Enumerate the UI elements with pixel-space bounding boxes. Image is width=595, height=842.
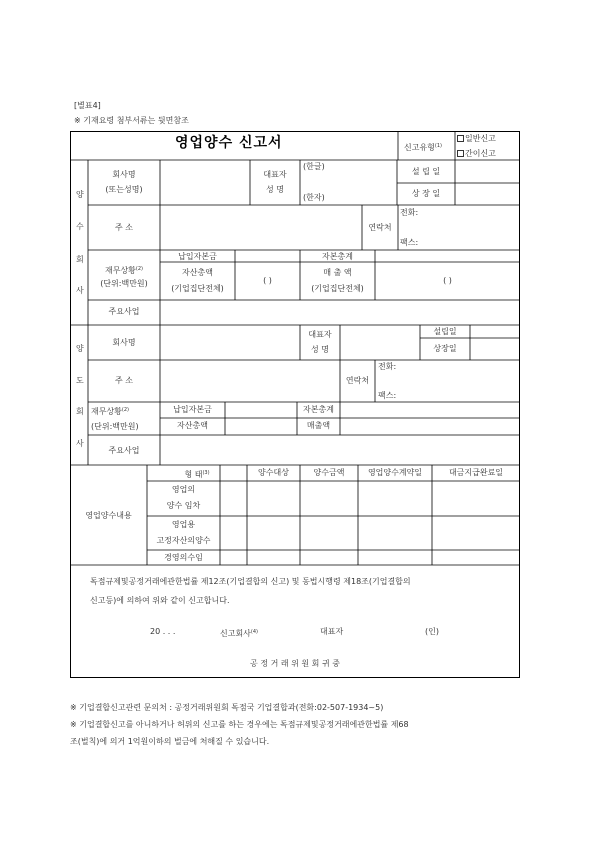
assets-paren: ( ) [263, 276, 272, 285]
row-label: 경영의수임 [164, 553, 203, 562]
declaration-line-2: 신고등)에 의하여 위와 같이 신고합니다. [90, 596, 230, 605]
transferor-main-business-label: 주요사업 [108, 446, 140, 455]
instruction-note: ※ 기재요령 첨부서류는 뒷면참조 [74, 116, 189, 125]
footer-note-1: ※ 기업결합신고관련 문의처 : 공정거래위원회 독점국 기업결합과(전화:02-507-1934~5) [70, 703, 384, 712]
reporting-company-label: 신고회사$^{(4)}$ [220, 629, 259, 638]
transferor-side-char: 도 [76, 376, 84, 385]
declaration-rep-label: 대표자 [320, 627, 344, 636]
column-header: 양수대상 [258, 468, 289, 477]
declaration-date: 20 . . . [150, 627, 176, 636]
transferor-finance-label: 재무상황$^{(2)}$ [91, 407, 130, 416]
transferor-rep-name-label: 성 명 [311, 345, 329, 354]
contact-label: 연락처 [368, 223, 392, 232]
transferee-side-char: 회 [76, 255, 84, 264]
column-header: 대금지급완료일 [448, 468, 504, 477]
group-total-label: (기업집단전체) [171, 284, 224, 293]
row-label: 양수 임차 [166, 501, 201, 510]
form-type-header: 형 태$^{(3)}$ [184, 470, 210, 479]
phone-label: 전화: [400, 208, 419, 217]
checkbox-icon[interactable] [457, 135, 464, 142]
row-label: 영업의 [171, 485, 196, 494]
transferor-finance-unit: (단위:백만원) [91, 422, 139, 431]
fax-label: 팩스: [400, 238, 419, 247]
transferee-side-char: 수 [76, 222, 84, 231]
transferor-side-char: 양 [76, 344, 84, 353]
declaration-line-1: 독점규제및공정거래에관한법률 제12조(기업결합의 신고) 및 동법시행령 제18조(기업결합의 [90, 577, 411, 586]
footer-note-2: ※ 기업결합신고를 아니하거나 허위의 신고를 하는 경우에는 독점규제및공정거래에관한법률 제68 [70, 720, 409, 729]
paid-in-capital-label: 납입자본금 [178, 252, 217, 261]
transferor-total-assets-label: 자산총액 [177, 421, 208, 430]
finance-label: 재무상황$^{(2)}$ [104, 266, 143, 275]
established-date-label: 설 립 일 [411, 167, 441, 176]
transferee-side-char: 양 [76, 190, 84, 199]
transferor-established-label: 설립일 [433, 327, 457, 336]
finance-unit: (단위:백만원) [100, 279, 148, 288]
hanja-name-label: (한자) [303, 193, 325, 202]
transferor-rep-label: 대표자 [308, 330, 332, 339]
footer-note-3: 조(벌칙)에 의거 1억원이하의 벌금에 처해질 수 있습니다. [70, 737, 270, 746]
transferor-fax-label: 팩스: [378, 391, 397, 400]
company-name-label: 회사명 [112, 170, 136, 179]
transferor-contact-label: 연락처 [345, 376, 370, 385]
main-business-label: 주요사업 [108, 307, 140, 316]
seal-mark: (인) [425, 627, 439, 636]
listed-date-label: 상 장 일 [411, 189, 441, 198]
form-title: 영업양수 신고서 [175, 135, 283, 151]
option-simple-report[interactable]: 간이신고 [457, 149, 496, 159]
transfer-content-label: 영업양수내용 [85, 511, 132, 520]
rep-label: 대표자 [263, 170, 287, 179]
transferor-paid-in-capital-label: 납입자본금 [173, 405, 212, 414]
sales-paren: ( ) [443, 276, 452, 285]
column-header: 영업양수계약일 [367, 468, 423, 477]
transferor-listed-label: 상장일 [433, 344, 457, 353]
row-label: 영업용 [171, 520, 196, 529]
option-general-report[interactable]: 일반신고 [457, 134, 496, 144]
transferor-total-capital-label: 자본총계 [303, 405, 334, 414]
sales-label: 매 출 액 [323, 268, 352, 277]
transferor-sales-label: 매출액 [306, 421, 331, 430]
column-header: 양수금액 [313, 468, 345, 477]
table-reference: [별표4] [74, 101, 101, 110]
transferee-side-char: 사 [76, 286, 84, 295]
total-assets-label: 자산총액 [182, 268, 213, 277]
report-type-label: 신고유형$^{(1)}$ [404, 143, 443, 152]
transferor-side-char: 회 [76, 407, 84, 416]
row-label: 고정자산의양수 [156, 536, 211, 545]
address-label: 주 소 [115, 223, 133, 232]
recipient-line: 공 정 거 래 위 원 회 귀 중 [250, 659, 340, 668]
transferor-side-char: 사 [76, 439, 84, 448]
transferor-company-name-label: 회사명 [112, 338, 136, 347]
korean-name-label: (한글) [303, 162, 325, 171]
transferor-address-label: 주 소 [115, 376, 133, 385]
group-total-label-2: (기업집단전체) [311, 284, 364, 293]
checkbox-icon[interactable] [457, 150, 464, 157]
total-capital-label: 자본총계 [322, 252, 353, 261]
company-name-sub: (또는성명) [105, 185, 143, 194]
rep-name-label: 성 명 [266, 185, 284, 194]
transferor-phone-label: 전화: [378, 362, 397, 371]
